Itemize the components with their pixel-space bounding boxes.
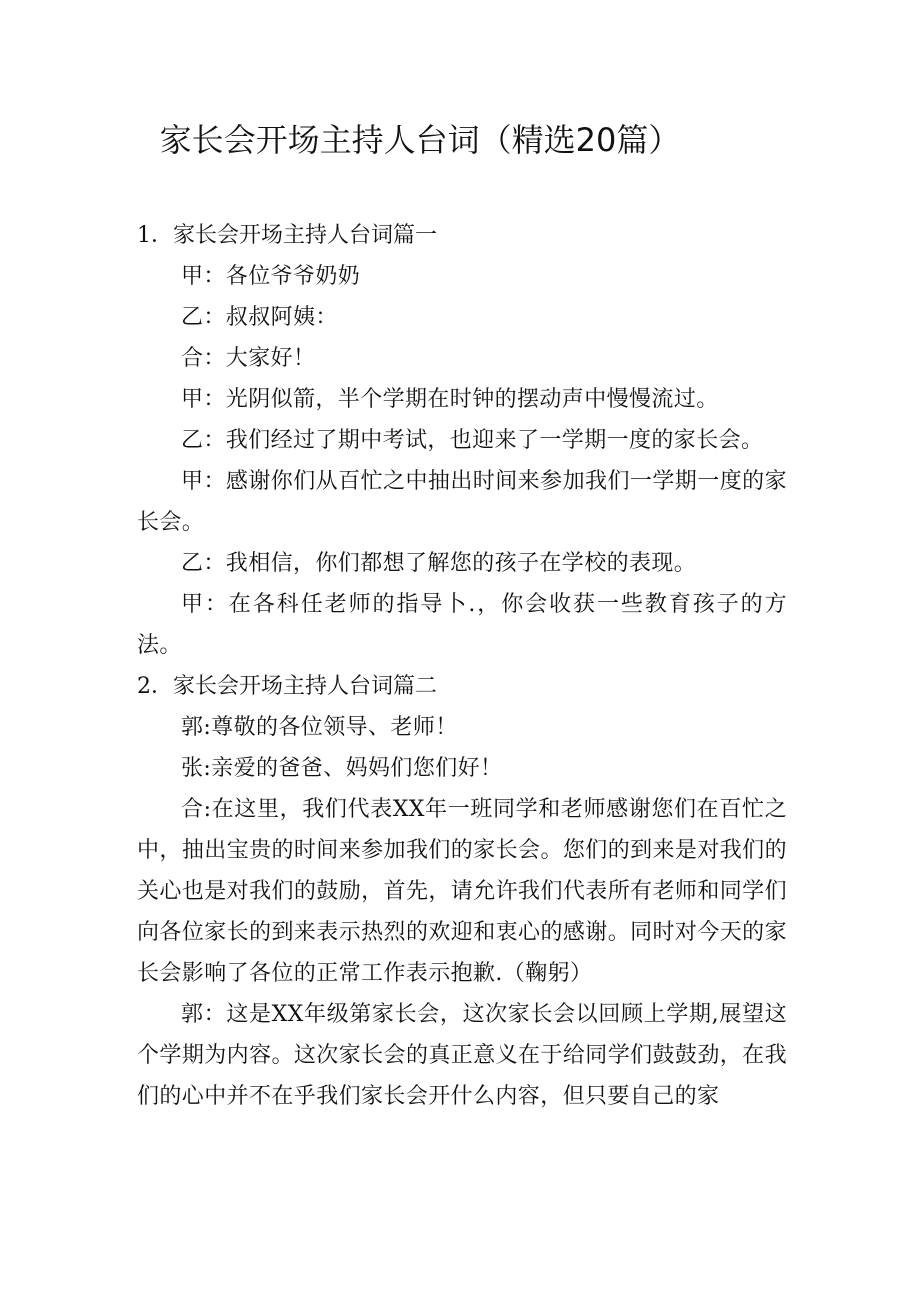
dialogue-line: 乙：我相信，你们都想了解您的孩子在学校的表现。 bbox=[181, 551, 697, 576]
document-body bbox=[137, 215, 787, 1117]
page-title: 家长会开场主持人台词（精选20篇） bbox=[159, 121, 681, 159]
dialogue-line: 张:亲爱的爸爸、妈妈们您们好！ bbox=[181, 756, 503, 781]
section-heading: 2．家长会开场主持人台词篇二 bbox=[137, 674, 437, 699]
dialogue-line: 甲：各位爷爷奶奶 bbox=[181, 264, 361, 289]
dialogue-line: 甲：光阴似箭，半个学期在时钟的摆动声中慢慢流过。 bbox=[181, 387, 719, 412]
section-2 bbox=[137, 666, 787, 1117]
dialogue-line: 合：大家好！ bbox=[181, 346, 316, 371]
dialogue-line: 乙：叔叔阿姨： bbox=[181, 305, 338, 330]
section-1 bbox=[137, 215, 787, 666]
dialogue-line: 甲：在各科任老师的指导卜.，你会收获一些教育孩子的方法。 bbox=[137, 592, 787, 658]
dialogue-line: 乙：我们经过了期中考试，也迎来了一学期一度的家长会。 bbox=[181, 428, 764, 453]
section-heading: 1．家长会开场主持人台词篇一 bbox=[137, 223, 437, 248]
dialogue-line: 合:在这里，我们代表XX年一班同学和老师感谢您们在百忙之中，抽出宝贵的时间来参加我们的家长会。您们的到来是对我们的关心也是对我们的鼓励，首先，请允许我们代表所有老师和同学们向各位家长的到来表示热烈的欢迎和衷心的感谢。同时对今天的家长会影响了各位的正常工作表示抱歉.（鞠躬） bbox=[137, 797, 787, 986]
dialogue-line: 郭:尊敬的各位领导、老师！ bbox=[181, 715, 458, 740]
dialogue-line: 甲：感谢你们从百忙之中抽出时间来参加我们一学期一度的家长会。 bbox=[137, 469, 787, 535]
dialogue-line: 郭：这是XX年级第家长会，这次家长会以回顾上学期,展望这个学期为内容。这次家长会的真正意义在于给同学们鼓鼓劲，在我们的心中并不在乎我们家长会开什么内容，但只要自己的家 bbox=[137, 1002, 787, 1109]
